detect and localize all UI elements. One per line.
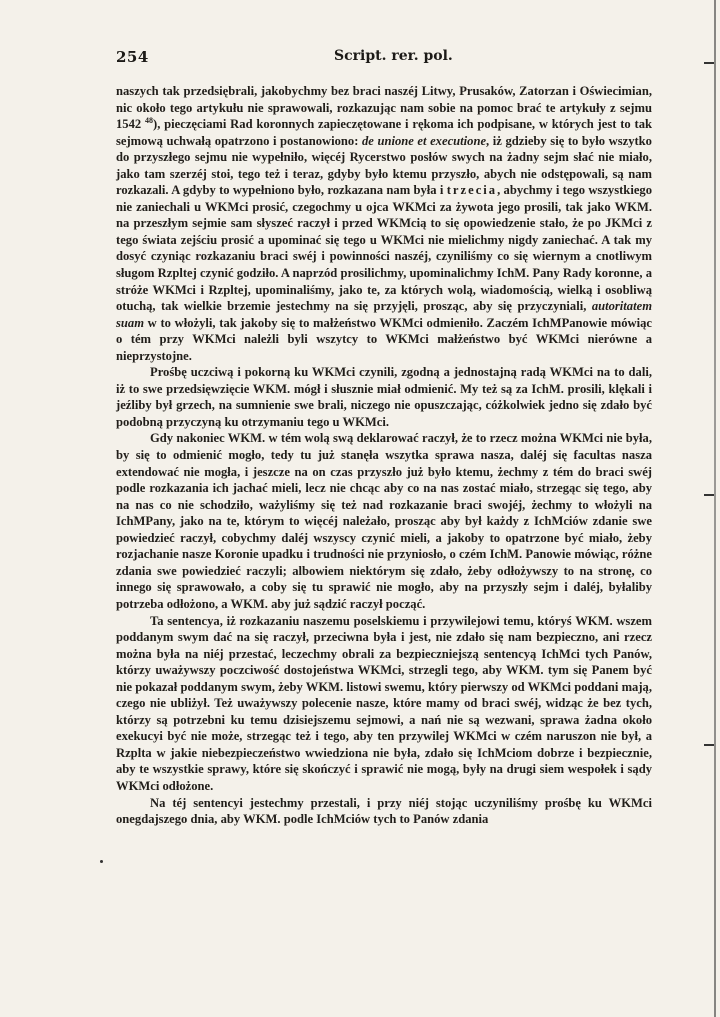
text-run: Ta sentencya, iż rozkazaniu naszemu poselskiemu i przywilejowi temu, któryś WKM. wszem poddanym swym dać na się raczył, przeciwna była i jest, nie zdało się nam bezpieczno, ani rzecz można była na niéj przestać, leczechmy obrali za bezpieczniejszą sentencyą IchMci tych Panów, którzy uważywszy poczciwość dostojeństwa WKMci, strzegli tego, aby WKM. tym się Panem być nie pokazał poddanym swym, żeby WKM. listowi swemu, który pierwszy od WKMci poddani mają, czego nie ubliżył. Też uważywszy polecenie nasze, które mamy od braci swéj, widząc że bez tych, którzy są potrzebni ku temu dzisiejszemu sejmowi, a nań nie są wezwani, sprawa żadna około exekucyi być nie może, strzegąc też i tego, aby ten przywilej WKMci w czém naruszon nie był, a Rzplta w jakie niebezpieczeństwo wwiedziona nie była, zdało się IchMciom dobrze i bezpiecznie, aby te wszystkie sprawy, które się skończyć i sprawić nie mogą, były na drugi siem wespołek i sądy WKMci odłożone. (116, 613, 652, 793)
paragraph (116, 795, 652, 828)
text-run: , abychmy i tego wszystkiego nie zaniechali u WKMci prosić, czegochmy u ojca WKMci za żywota jego prosili, tak jako WKM. na przeszłym sejmie sam słyszeć raczył i przed WKMcią to się opowiedzenie stało, że po JKMci z tego świata zejściu prosić a upominać się tego u WKMci nie mielichmy nigdy zaniechać. A tak my dosyć czyniąc rozkazaniu braci swéj i powinności naszéj, czyniliśmy co się wiernym a cnotliwym sługom Rzpltej czynić godziło. A naprzód prosilichmy, upominalichmy IchM. Pany Rady koronne, a stróże WKMci i Rzpltej, upominaliśmy, jako te, za których wolą, wiadomością, wielką i osobliwą otuchą, tak wielkie brzemie jestechmy na się przyjęli, prosząc, aby się przyczyniali, (116, 183, 652, 314)
footnote-ref: 48 (145, 115, 153, 125)
edge-mark (704, 494, 714, 496)
paragraph (116, 613, 652, 795)
italic-phrase: autoritatem suam (116, 299, 652, 330)
running-title: Script. rer. pol. (334, 48, 453, 64)
paragraph (116, 83, 652, 364)
text-run: Prośbę uczciwą i pokorną ku WKMci czynili, zgodną a jednostajną radą WKMci na to dali, iż to swe przedsięwzięcie WKM. mógł i słusznie miał odmienić. My też są za IchM. prosili, klękali i jeźliby był grzech, na sumnienie swe brali, niczego nie opuszczając, cóżkolwiek jedno się zdało być podobną przyczyną ku otrzymaniu tego u WKMci. (116, 365, 652, 429)
paragraph (116, 430, 652, 612)
text-run: naszych tak przedsiębrali, jakobychmy bez braci naszéj Litwy, Prusaków, Zatorzan i Oświecimian, nic około tego artykułu nie sprawowali, rozkazując nam sobie na pomoc brać te artykuły z sejmu 1542 (116, 84, 652, 132)
edge-mark (704, 744, 714, 746)
edge-mark (704, 62, 714, 64)
italic-phrase: de unione et executione (361, 133, 487, 148)
text-run: ), pieczęciami Rad koronnych zapieczętowane i rękoma ich podpisane, w których jest to tak sejmową uchwałą opatrzono i postanowiono: (116, 117, 653, 148)
page-edge-line (714, 0, 716, 1017)
body-text (116, 83, 652, 828)
spaced-word: trzecia (446, 183, 498, 198)
text-run: Na téj sentencyi jestechmy przestali, i przy niéj stojąc uczyniliśmy prośbę ku WKMci onegdajszego dnia, aby WKM. podle IchMciów tych to Panów zdania (116, 795, 652, 827)
paragraph (116, 364, 652, 430)
text-run: , iż gdzieby się to było wszytko do przyszłego sejmu nie wypełniło, więcéj Rycerstwo posłów swych na żadny sejm słać nie miało, jako tam szerzéj stoi, tego też i teraz, gdyby było ktemu przyszło, abych nie odstępowali, są nam rozkazali. A gdyby to wypełniono było, rozkazana nam była i (116, 133, 652, 198)
ink-dot (100, 860, 103, 863)
text-run: w to włożyli, tak jakoby się to małżeństwo WKMci odmieniło. Zaczém IchMPanowie mówiąc o tém przy WKMci należli byli wszytcy to WKMci małżeństwo być WKMci nierówne a nieprzystojne. (116, 315, 652, 363)
page-number: 254 (116, 48, 149, 66)
page-header (116, 48, 652, 68)
text-run: Gdy nakoniec WKM. w tém wolą swą deklarować raczył, że to rzecz można WKMci nie była, by się to odmienić mogło, tedy tu już stanęła wszytka sprawa nasza, daléj się facultas nasza extendować nie mogła, i jeszcze na on czas przyszło już było ktemu, żechmy z tém do braci swéj podle rozkazania ich jachać mieli, lecz nie chcąc aby co na nas zostać miało, strzegąc się tego, aby na nas co nie schodziło, ważyliśmy się też nad rozkazanie braci swojéj, żechmy to włożyli na IchMPany, jako na te, którym to więcéj należało, prosząc aby był każdy z IchMciów zdanie swe powiedzieć raczył, cobychmy daléj wszyscy czynić mieli, a jakoby to opatrzone być miało, żeby rozjachanie nasze Koronie upadku i trudności nie przyniosło, o czém IchM. Panowie mówiąc, różne zdania swe powiedzieć raczyli; albowiem niektórym się zdało, żeby odłożywszy to na stronę, co innego się sprawowało, a coby się tu sprawić nie mogło, aby na przyszły sejm i daléj, byłaliby potrzeba odłożono, a WKM. aby już sądzić raczył począć. (116, 431, 652, 611)
